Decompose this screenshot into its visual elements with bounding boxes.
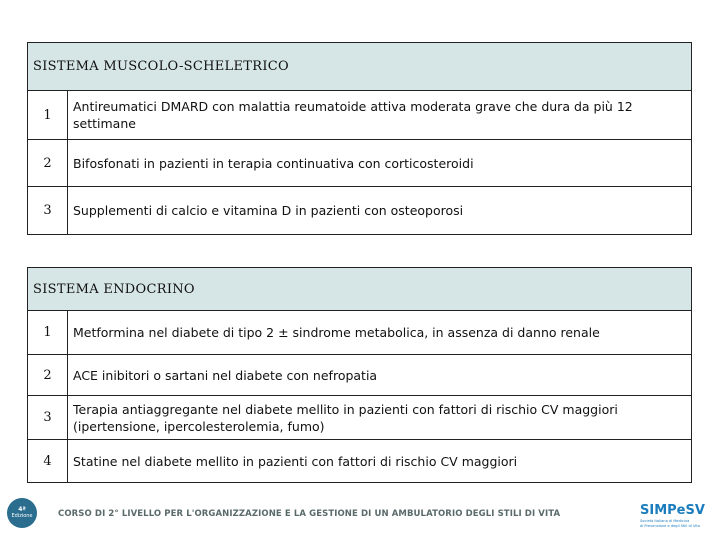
- row-text: Terapia antiaggregante nel diabete mellito in pazienti con fattori di rischio CV maggiori (ipertensione, ipercolesterolemia, fumo): [73, 401, 618, 434]
- table-row: [28, 140, 691, 187]
- row-text: Statine nel diabete mellito in pazienti con fattori di rischio CV maggiori: [73, 453, 518, 469]
- row-text: Supplementi di calcio e vitamina D in pazienti con osteoporosi: [73, 203, 464, 218]
- row-number: 3: [28, 396, 68, 439]
- table-header: SISTEMA MUSCOLO-SCHELETRICO: [28, 43, 691, 91]
- row-text: Metformina nel diabete di tipo 2 ± sindrome metabolica, in assenza di danno renale: [73, 325, 600, 340]
- row-number: 1: [28, 311, 68, 354]
- table-row: [28, 355, 691, 396]
- table-row: [28, 440, 691, 482]
- row-text: Bifosfonati in pazienti in terapia continuativa con corticosteroidi: [73, 155, 474, 171]
- logo-subtitle-2: di Prevenzione e degli Stili di Vita: [640, 524, 700, 529]
- row-text: ACE inibitori o sartani nel diabete con nefropatia: [73, 367, 378, 383]
- row-number: 3: [28, 187, 68, 234]
- row-number: 4: [28, 440, 68, 482]
- row-number: 2: [28, 355, 68, 395]
- table-row: [28, 187, 691, 234]
- table-muscolo-scheletrico: [27, 42, 692, 235]
- row-text: Antireumatici DMARD con malattia reumatoide attiva moderata grave che dura da più 12 settimane: [73, 99, 633, 131]
- edition-number: 4ª: [18, 506, 26, 513]
- edition-badge: [7, 498, 37, 528]
- row-number: 2: [28, 140, 68, 186]
- table-row: [28, 311, 691, 355]
- slide-footer: [0, 496, 720, 540]
- table-header: SISTEMA ENDOCRINO: [28, 268, 691, 311]
- course-title: CORSO DI 2° LIVELLO PER L'ORGANIZZAZIONE E LA GESTIONE DI UN AMBULATORIO DEGLI STILI DI VITA: [58, 509, 561, 519]
- logo-subtitle-1: Società Italiana di Medicina: [640, 519, 690, 523]
- table-row: [28, 396, 691, 440]
- table-row: [28, 91, 691, 140]
- table-endocrino: [27, 267, 692, 483]
- row-number: 1: [28, 91, 68, 139]
- simpesv-logo: [640, 503, 716, 537]
- edition-label: Edizione: [11, 513, 33, 519]
- logo-text: SIMPeSV: [640, 503, 705, 518]
